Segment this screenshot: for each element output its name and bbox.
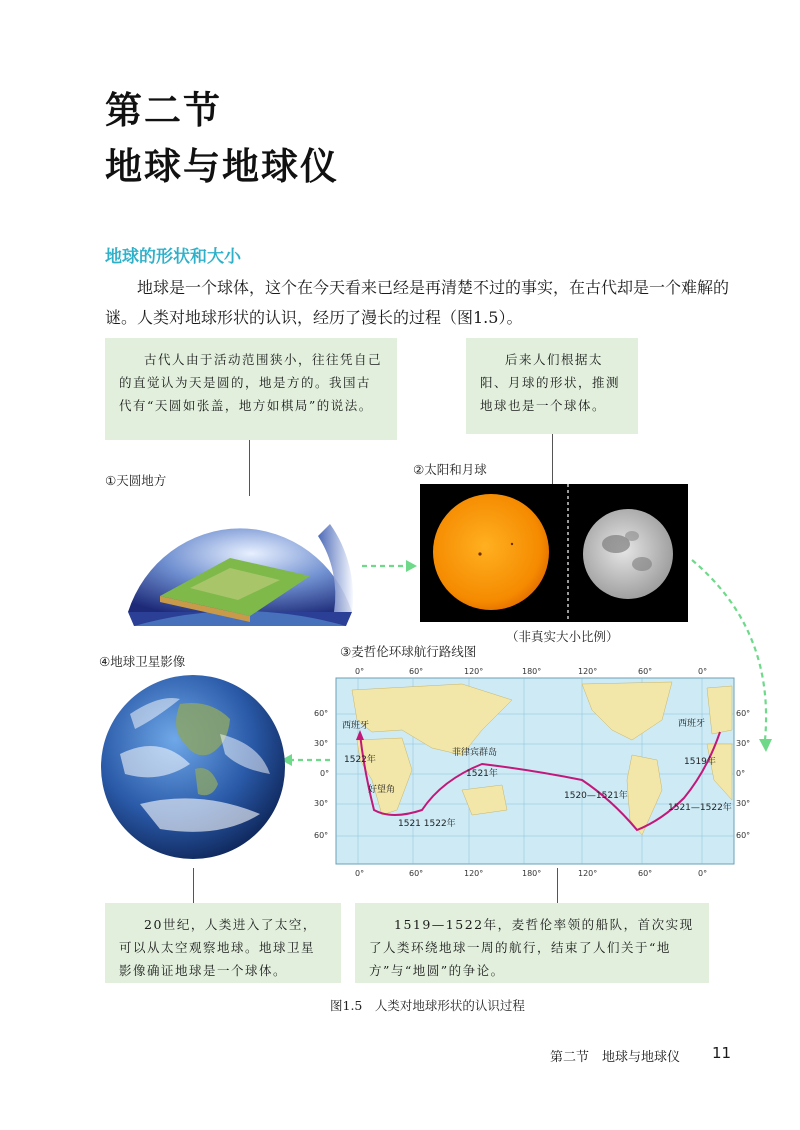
map-tick: 120° (464, 869, 484, 878)
figure-caption: 图1.5 人类对地球形状的认识过程 (330, 998, 525, 1013)
map-tick: 0° (355, 667, 365, 676)
scale-note: （非真实大小比例） (506, 629, 619, 644)
map-tick: 30° (314, 739, 329, 748)
map-top-ticks (355, 667, 707, 676)
map-tick: 120° (578, 869, 598, 878)
paragraph-text: 地球是一个球体，这个在今天看来已经是再清楚不过的事实，在古代却是一个难解的谜。人类对地球形状的认识，经历了漫长的过程（图1.5）。 (105, 278, 730, 327)
page-number: 11 (712, 1044, 732, 1062)
panel-label-satellite: ④地球卫星影像 (99, 654, 186, 669)
panel-label-route-map: ③麦哲伦环球航行路线图 (340, 644, 477, 659)
section-number: 第二节 (105, 88, 222, 132)
running-footer: 第二节 地球与地球仪 (550, 1050, 681, 1065)
map-tick: 180° (522, 667, 542, 676)
map-tick: 0° (355, 869, 365, 878)
ancient-view-box: 古代人由于活动范围狭小，往往凭自己的直觉认为天是圆的，地是方的。我国古代有“天圆如张盖，地方如棋局”的说法。 (105, 338, 397, 440)
map-tick: 180° (522, 869, 542, 878)
map-label-route-bottom: 1521 1522年 (398, 819, 456, 829)
map-tick: 60° (638, 667, 653, 676)
map-tick: 0° (698, 869, 708, 878)
connector-line (557, 868, 558, 904)
map-tick: 30° (314, 799, 329, 808)
map-label-spain-right: 西班牙 (678, 719, 706, 729)
map-tick: 0° (320, 769, 330, 778)
map-tick: 0° (736, 769, 746, 778)
map-tick: 60° (736, 831, 751, 840)
map-tick: 60° (409, 667, 424, 676)
map-label-1520-1521: 1520—1521年 (564, 791, 628, 801)
panel-label-sky-round: ①天圆地方 (105, 473, 167, 488)
map-tick: 60° (736, 709, 751, 718)
map-label-spain-left: 西班牙 (342, 721, 370, 731)
map-tick: 30° (736, 799, 751, 808)
map-tick: 120° (464, 667, 484, 676)
connector-line (193, 868, 194, 904)
map-tick: 60° (638, 869, 653, 878)
map-tick: 60° (314, 709, 329, 718)
subsection-heading: 地球的形状和大小 (105, 247, 241, 267)
map-tick: 60° (409, 869, 424, 878)
satellite-box: 20世纪，人类进入了太空，可以从太空观察地球。地球卫星影像确证地球是一个球体。 (105, 903, 341, 983)
magellan-route-map (312, 660, 752, 882)
panel-label-sun-moon: ②太阳和月球 (413, 462, 487, 477)
map-tick: 60° (314, 831, 329, 840)
map-tick: 30° (736, 739, 751, 748)
map-tick: 0° (698, 667, 708, 676)
earth-satellite-image (100, 674, 286, 860)
map-label-1522: 1522年 (344, 755, 376, 765)
map-label-cape: 好望角 (368, 785, 396, 795)
section-title: 地球与地球仪 (105, 144, 339, 188)
magellan-box: 1519—1522年，麦哲伦率领的船队，首次实现了人类环绕地球一周的航行，结束了人们关于“地方”与“地圆”的争论。 (355, 903, 709, 983)
map-label-1521-1522: 1521—1522年 (668, 803, 732, 813)
map-label-philippines: 菲律宾群岛 (452, 748, 498, 758)
map-label-1519: 1519年 (684, 757, 716, 767)
map-tick: 120° (578, 667, 598, 676)
later-view-box: 后来人们根据太阳、月球的形状，推测地球也是一个球体。 (466, 338, 638, 434)
map-label-1521: 1521年 (466, 769, 498, 779)
